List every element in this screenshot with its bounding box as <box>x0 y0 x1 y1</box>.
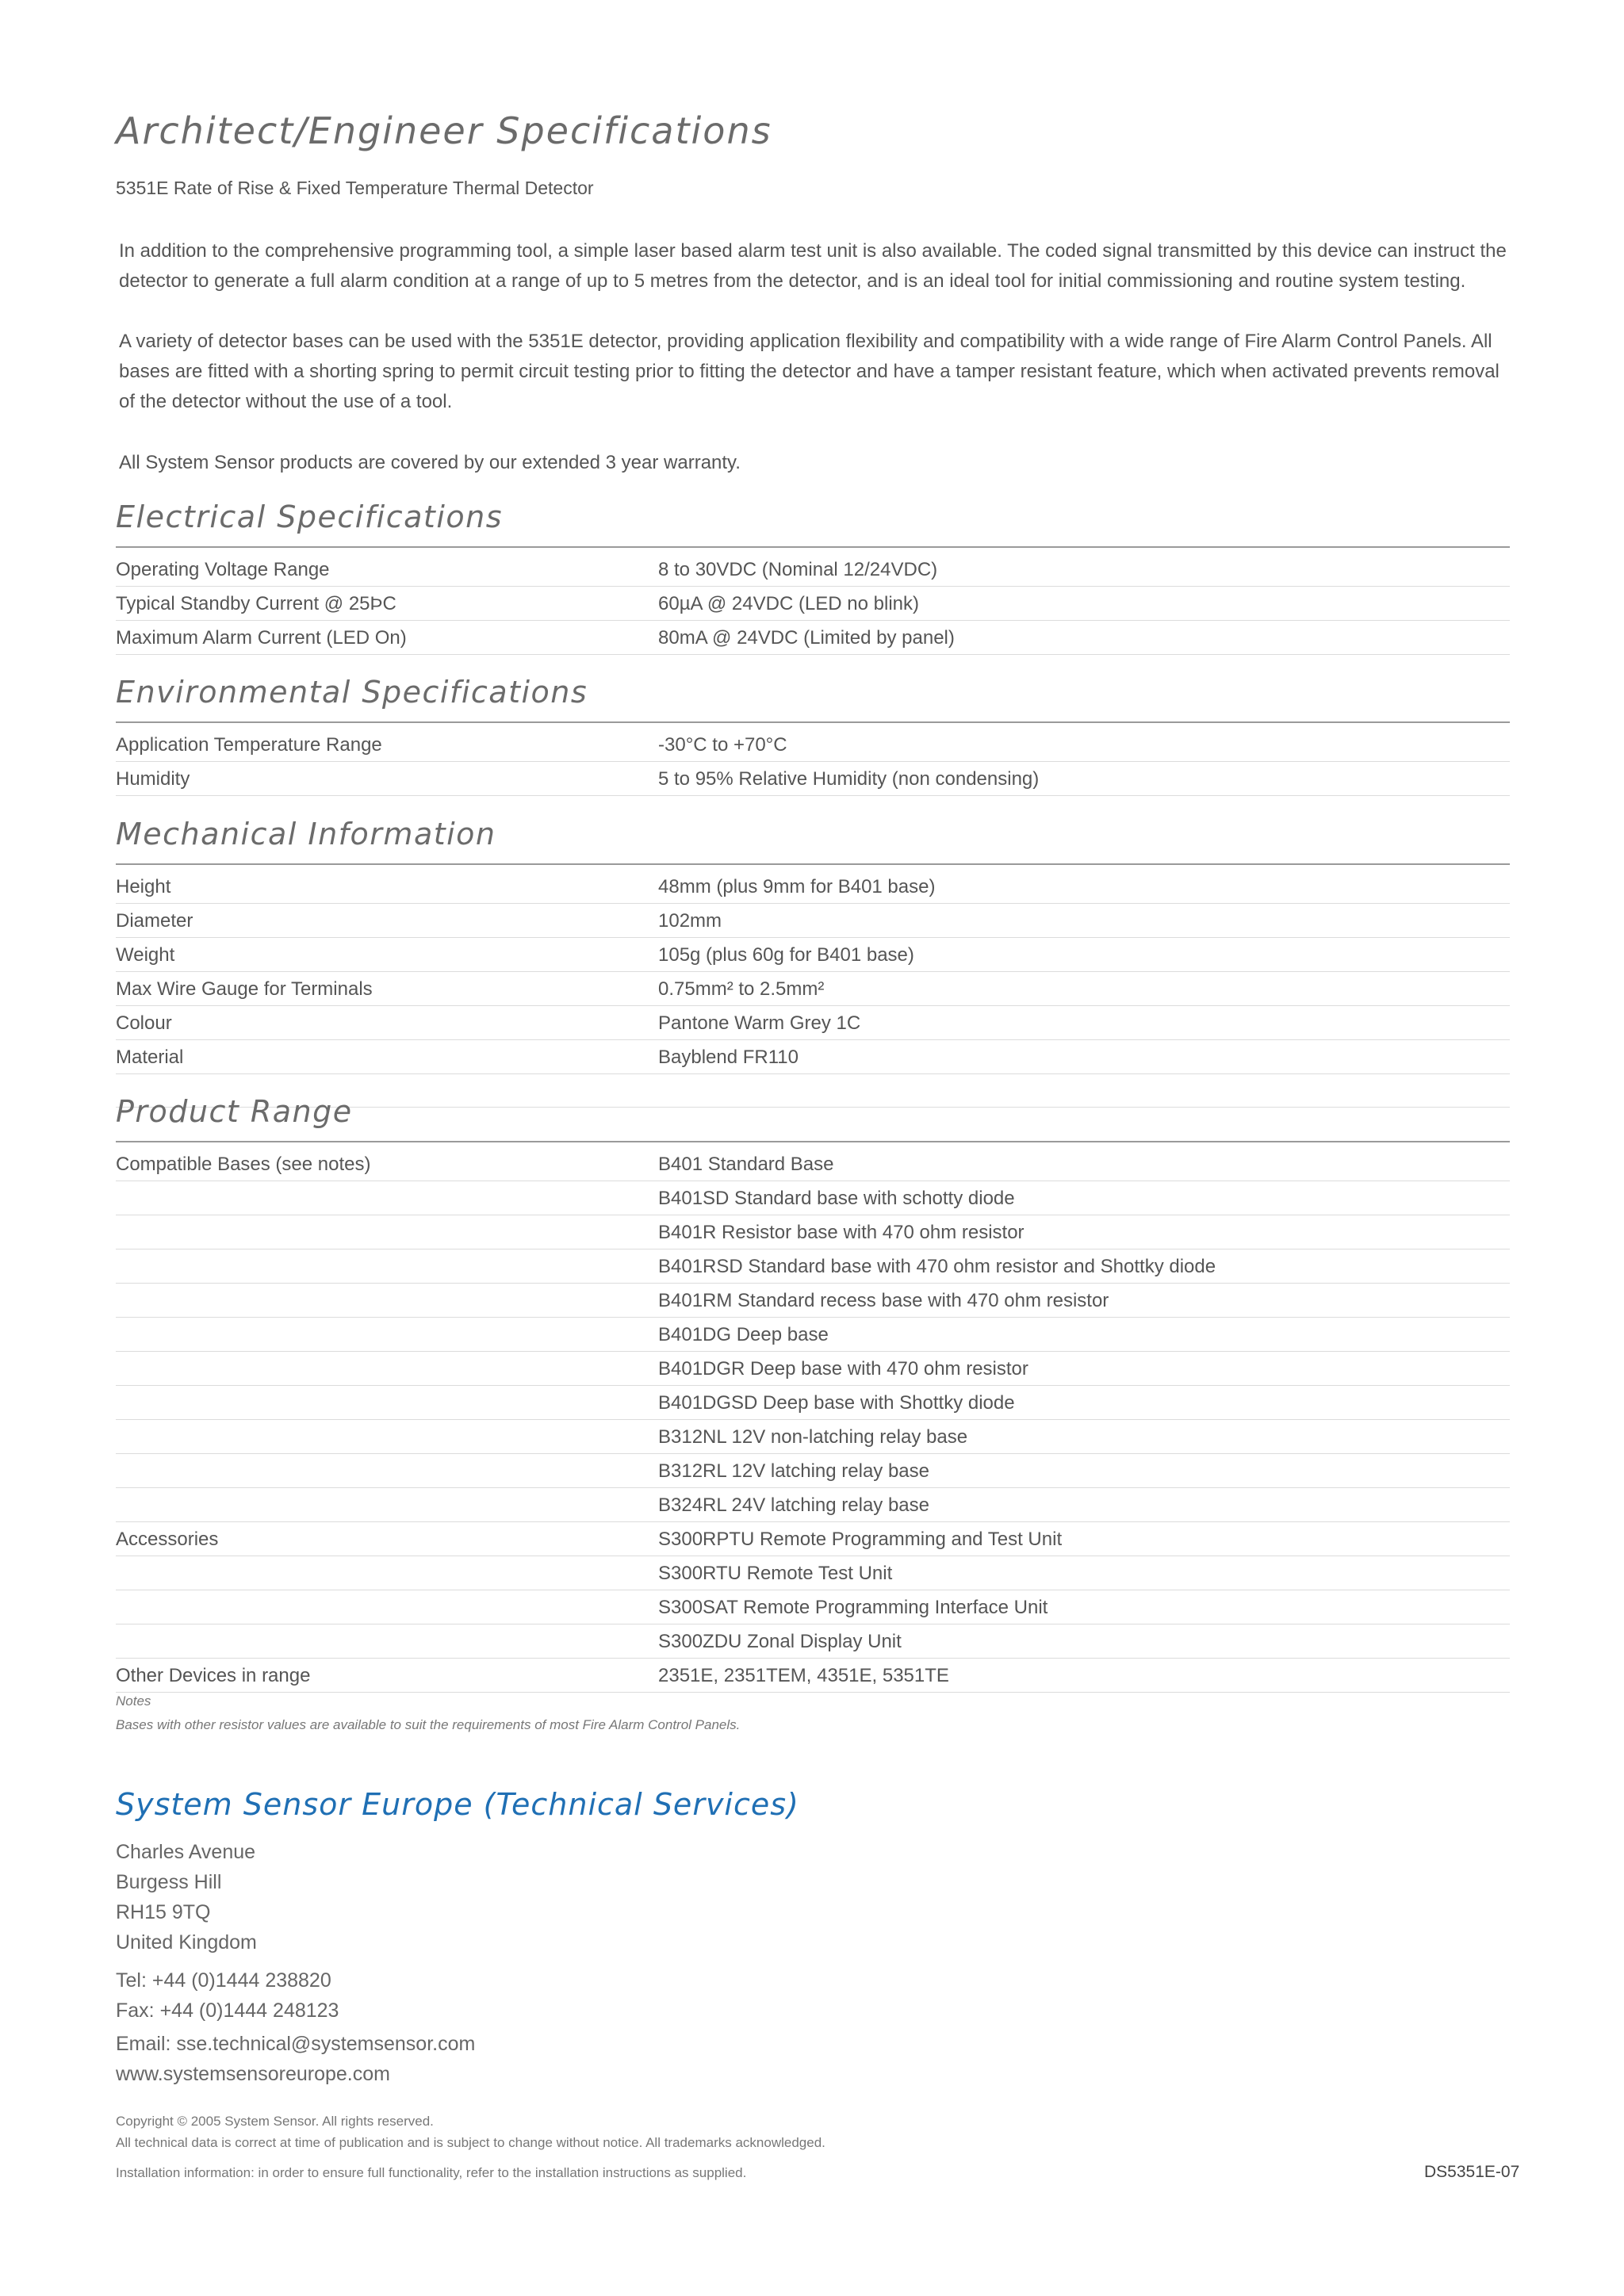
intro-paragraph-warranty: All System Sensor products are covered by our extended 3 year warranty. <box>119 452 741 473</box>
disclaimer-text: All technical data is correct at time of publication and is subject to change without notice. All trademarks acknowledged. <box>116 2135 825 2150</box>
spec-value: B312RL 12V latching relay base <box>658 1460 929 1482</box>
table-row <box>116 621 1510 655</box>
table-row <box>116 1352 1510 1386</box>
table-row <box>116 1624 1510 1659</box>
table-row <box>116 1040 1510 1074</box>
table-row <box>116 1659 1510 1693</box>
table-row <box>116 1215 1510 1249</box>
spec-label: Material <box>116 1047 184 1068</box>
section-rule <box>116 1141 1510 1142</box>
spec-value: B324RL 24V latching relay base <box>658 1494 929 1516</box>
spec-value: B312NL 12V non-latching relay base <box>658 1426 968 1448</box>
spec-label: Height <box>116 876 171 897</box>
section-rule <box>116 546 1510 548</box>
spec-value: -30°C to +70°C <box>658 734 787 756</box>
table-row <box>116 1420 1510 1454</box>
address-line: Burgess Hill <box>116 1871 222 1893</box>
table-row <box>116 762 1510 796</box>
fax-number: Fax: +44 (0)1444 248123 <box>116 1999 339 2022</box>
page-title: Architect/Engineer Specifications <box>116 109 772 152</box>
intro-paragraph-test-unit: In addition to the comprehensive programming tool, a simple laser based alarm test unit is also available. The coded signal transmitted by this device can instruct the detector to generate a full alarm condition at a range of up to 5 metres from the detector, and is an ideal tool for initial commissioning and routine system testing. <box>119 240 1507 292</box>
spec-value: 60µA @ 24VDC (LED no blink) <box>658 593 920 614</box>
spec-value: B401SD Standard base with schotty diode <box>658 1188 1015 1209</box>
spec-value: 48mm (plus 9mm for B401 base) <box>658 876 936 897</box>
spec-label: Max Wire Gauge for Terminals <box>116 978 373 1000</box>
spec-value: B401DGR Deep base with 470 ohm resistor <box>658 1358 1028 1380</box>
spec-value: S300ZDU Zonal Display Unit <box>658 1631 902 1652</box>
spec-label: Weight <box>116 944 175 966</box>
address-line: Charles Avenue <box>116 1841 256 1863</box>
email-link[interactable]: Email: sse.technical@systemsensor.com <box>116 2033 476 2055</box>
table-row <box>116 1590 1510 1624</box>
installation-text: Installation information: in order to ensure full functionality, refer to the installation instructions as supplied. <box>116 2165 747 2180</box>
spec-value: 0.75mm² to 2.5mm² <box>658 978 825 1000</box>
spec-value: 2351E, 2351TEM, 4351E, 5351TE <box>658 1665 949 1686</box>
table-row <box>116 1249 1510 1284</box>
table-row <box>116 1181 1510 1215</box>
table-row <box>116 728 1510 762</box>
table-row <box>116 1006 1510 1040</box>
section-title-environmental: Environmental Specifications <box>116 675 588 710</box>
spec-value: B401DG Deep base <box>658 1324 829 1345</box>
spec-label: Other Devices in range <box>116 1665 311 1686</box>
table-row <box>116 870 1510 904</box>
spec-value: Bayblend FR110 <box>658 1047 799 1068</box>
product-range-table <box>116 1147 1510 1693</box>
phone-number: Tel: +44 (0)1444 238820 <box>116 1969 331 1992</box>
spec-value: B401RSD Standard base with 470 ohm resistor and Shottky diode <box>658 1256 1216 1277</box>
spec-value: Pantone Warm Grey 1C <box>658 1012 861 1034</box>
address-line: RH15 9TQ <box>116 1901 211 1923</box>
section-rule <box>116 863 1510 865</box>
spec-value: 8 to 30VDC (Nominal 12/24VDC) <box>658 559 938 580</box>
notes-heading: Notes <box>116 1693 151 1709</box>
website-link[interactable]: www.systemsensoreurope.com <box>116 2063 390 2085</box>
section-title-electrical: Electrical Specifications <box>116 499 504 534</box>
mechanical-spec-table <box>116 870 1510 1074</box>
table-row <box>116 1522 1510 1556</box>
copyright-text: Copyright © 2005 System Sensor. All rights reserved. <box>116 2114 434 2129</box>
section-title-product-range: Product Range <box>116 1094 353 1129</box>
notes-text: Bases with other resistor values are available to suit the requirements of most Fire Alarm Control Panels. <box>116 1717 741 1732</box>
spec-value: 80mA @ 24VDC (Limited by panel) <box>658 627 955 649</box>
spec-label: Operating Voltage Range <box>116 559 330 580</box>
spec-label: Diameter <box>116 910 193 932</box>
spec-value: 5 to 95% Relative Humidity (non condensing) <box>658 768 1040 790</box>
environmental-spec-table <box>116 728 1510 796</box>
table-row <box>116 1386 1510 1420</box>
spec-value: B401DGSD Deep base with Shottky diode <box>658 1392 1015 1414</box>
table-row <box>116 904 1510 938</box>
table-row <box>116 1147 1510 1181</box>
table-row <box>116 1556 1510 1590</box>
spec-value: S300RTU Remote Test Unit <box>658 1563 893 1584</box>
section-title-mechanical: Mechanical Information <box>116 817 496 851</box>
spec-label: Humidity <box>116 768 190 790</box>
table-row <box>116 1488 1510 1522</box>
spec-value: 105g (plus 60g for B401 base) <box>658 944 914 966</box>
table-row <box>116 938 1510 972</box>
address-line: United Kingdom <box>116 1931 257 1954</box>
table-row <box>116 553 1510 587</box>
spec-label: Maximum Alarm Current (LED On) <box>116 627 407 649</box>
table-row <box>116 1318 1510 1352</box>
section-rule <box>116 721 1510 723</box>
table-row <box>116 587 1510 621</box>
electrical-spec-table <box>116 553 1510 655</box>
spec-label: Colour <box>116 1012 172 1034</box>
spec-label: Application Temperature Range <box>116 734 382 756</box>
intro-paragraph-bases: A variety of detector bases can be used with the 5351E detector, providing application flexibility and compatibility with a wide range of Fire Alarm Control Panels. All bases are fitted with a shorting spring to permit circuit testing prior to fitting the detector and have a tamper resistant feature, which when activated prevents removal of the detector without the use of a tool. <box>119 331 1500 412</box>
document-code: DS5351E-07 <box>1424 2163 1520 2181</box>
spec-value: B401R Resistor base with 470 ohm resistor <box>658 1222 1025 1243</box>
spec-label: Typical Standby Current @ 25ÞC <box>116 593 396 614</box>
spec-value: B401 Standard Base <box>658 1154 834 1175</box>
table-row <box>116 972 1510 1006</box>
company-heading: System Sensor Europe (Technical Services) <box>116 1787 799 1822</box>
table-row <box>116 1284 1510 1318</box>
spec-value: 102mm <box>658 910 722 932</box>
product-subtitle: 5351E Rate of Rise & Fixed Temperature Thermal Detector <box>116 178 594 198</box>
spec-value: S300SAT Remote Programming Interface Unit <box>658 1597 1048 1618</box>
table-row <box>116 1454 1510 1488</box>
spec-value: B401RM Standard recess base with 470 ohm resistor <box>658 1290 1109 1311</box>
spec-label: Accessories <box>116 1529 219 1550</box>
spec-value: S300RPTU Remote Programming and Test Unit <box>658 1529 1063 1550</box>
spec-label: Compatible Bases (see notes) <box>116 1154 371 1175</box>
